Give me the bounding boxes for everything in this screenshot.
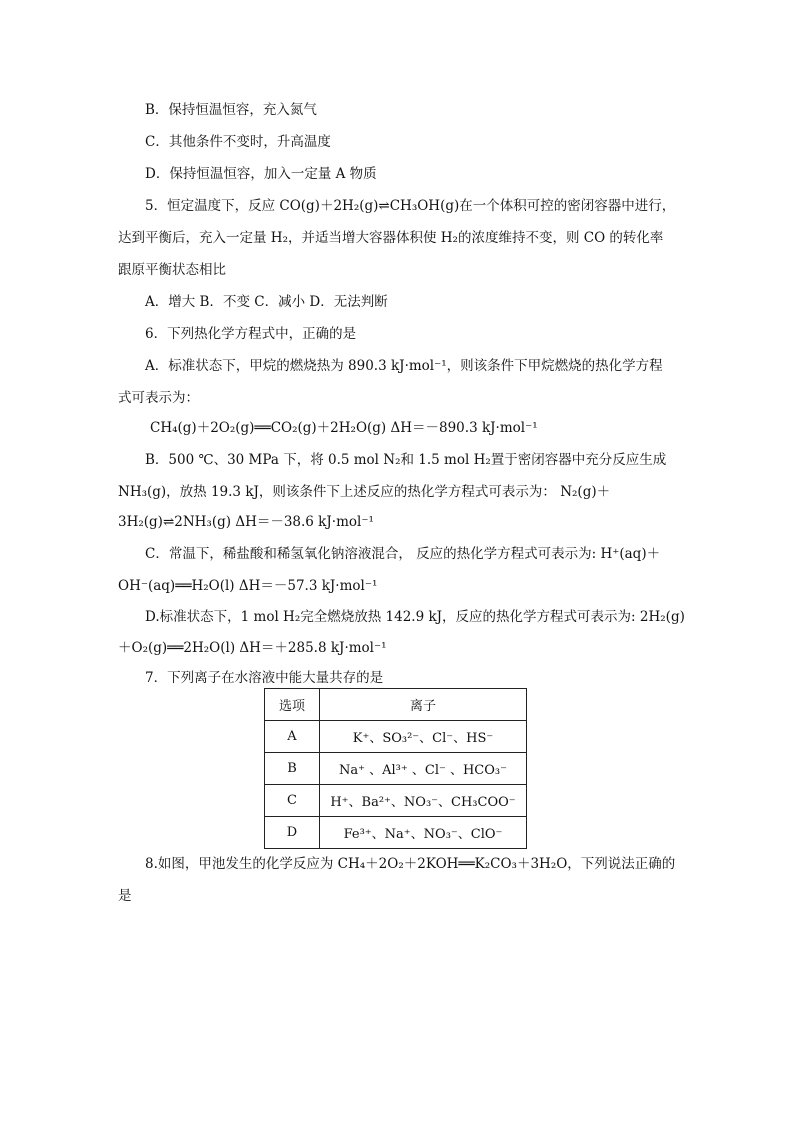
table-row [265,753,527,785]
q6-option-d-line-1: D.标准状态下，1 mol H₂完全燃烧放热 142.9 kJ，反应的热化学方程式可表示为: 2H₂(g) [145,609,685,625]
q7-stem: 7．下列离子在水溶液中能大量共存的是 [145,670,384,686]
q8-stem-line-2: 是 [118,888,132,904]
q6-option-a-line-2: 式可表示为： [118,390,199,406]
ions-cell: K⁺、SO₃²⁻、Cl⁻、HS⁻ [320,721,527,753]
q6-option-a-formula: CH₄(g)＋2O₂(g)══CO₂(g)＋2H₂O(g) ΔH＝－890.3 kJ·mol⁻¹ [150,420,538,436]
table-row [265,785,527,817]
ions-cell: H⁺、Ba²⁺、NO₃⁻、CH₃COO⁻ [320,785,527,817]
q6-option-d-line-2: ＋O₂(g)══2H₂O(l) ΔH＝＋285.8 kJ·mol⁻¹ [118,640,387,656]
option-cell: C [265,785,320,817]
option-cell: B [265,753,320,785]
q5-stem-line-3: 跟原平衡状态相比 [118,262,226,278]
q4-option-d: D．保持恒温恒容，加入一定量 A 物质 [145,166,377,182]
q6-stem: 6．下列热化学方程式中，正确的是 [145,326,357,342]
table-row [265,817,527,849]
q4-option-b: B．保持恒温恒容，充入氮气 [145,102,317,118]
q6-option-c-line-2: OH⁻(aq)══H₂O(l) ΔH＝－57.3 kJ·mol⁻¹ [118,578,378,594]
q6-option-a-line-1: A．标准状态下，甲烷的燃烧热为 890.3 kJ·mol⁻¹，则该条件下甲烷燃烧的热化学方程 [145,358,663,374]
option-cell: A [265,721,320,753]
q5-options: A．增大 B．不变 C．减小 D．无法判断 [145,294,388,310]
q5-stem-line-1: 5．恒定温度下，反应 CO(g)＋2H₂(g)⇌CH₃OH(g)在一个体积可控的密闭容器中进行， [145,198,676,214]
column-header-option: 选项 [265,689,320,721]
q6-option-b-line-1: B．500 ℃、30 MPa 下，将 0.5 mol N₂和 1.5 mol H₂置于密闭容器中充分反应生成 [145,452,667,468]
table-header-row [265,689,527,721]
ions-cell: Na⁺ 、Al³⁺ 、Cl⁻ 、HCO₃⁻ [320,753,527,785]
q6-option-b-line-3: 3H₂(g)⇌2NH₃(g) ΔH＝－38.6 kJ·mol⁻¹ [118,514,374,530]
q4-option-c: C．其他条件不变时，升高温度 [145,134,331,150]
q6-option-c-line-1: C．常温下，稀盐酸和稀氢氧化钠溶液混合， 反应的热化学方程式可表示为: H⁺(aq)＋ [145,546,661,562]
q6-option-b-line-2: NH₃(g)，放热 19.3 kJ，则该条件下上述反应的热化学方程式可表示为： N₂(g)＋ [118,484,611,500]
ion-table [264,688,527,849]
q5-stem-line-2: 达到平衡后，充入一定量 H₂，并适当增大容器体积使 H₂的浓度维持不变，则 CO 的转化率 [118,230,664,246]
q8-stem-line-1: 8.如图，甲池发生的化学反应为 CH₄＋2O₂＋2KOH══K₂CO₃＋3H₂O，下列说法正确的 [145,856,676,872]
column-header-ions: 离子 [320,689,527,721]
option-cell: D [265,817,320,849]
table-row [265,721,527,753]
ions-cell: Fe³⁺、Na⁺、NO₃⁻、ClO⁻ [320,817,527,849]
